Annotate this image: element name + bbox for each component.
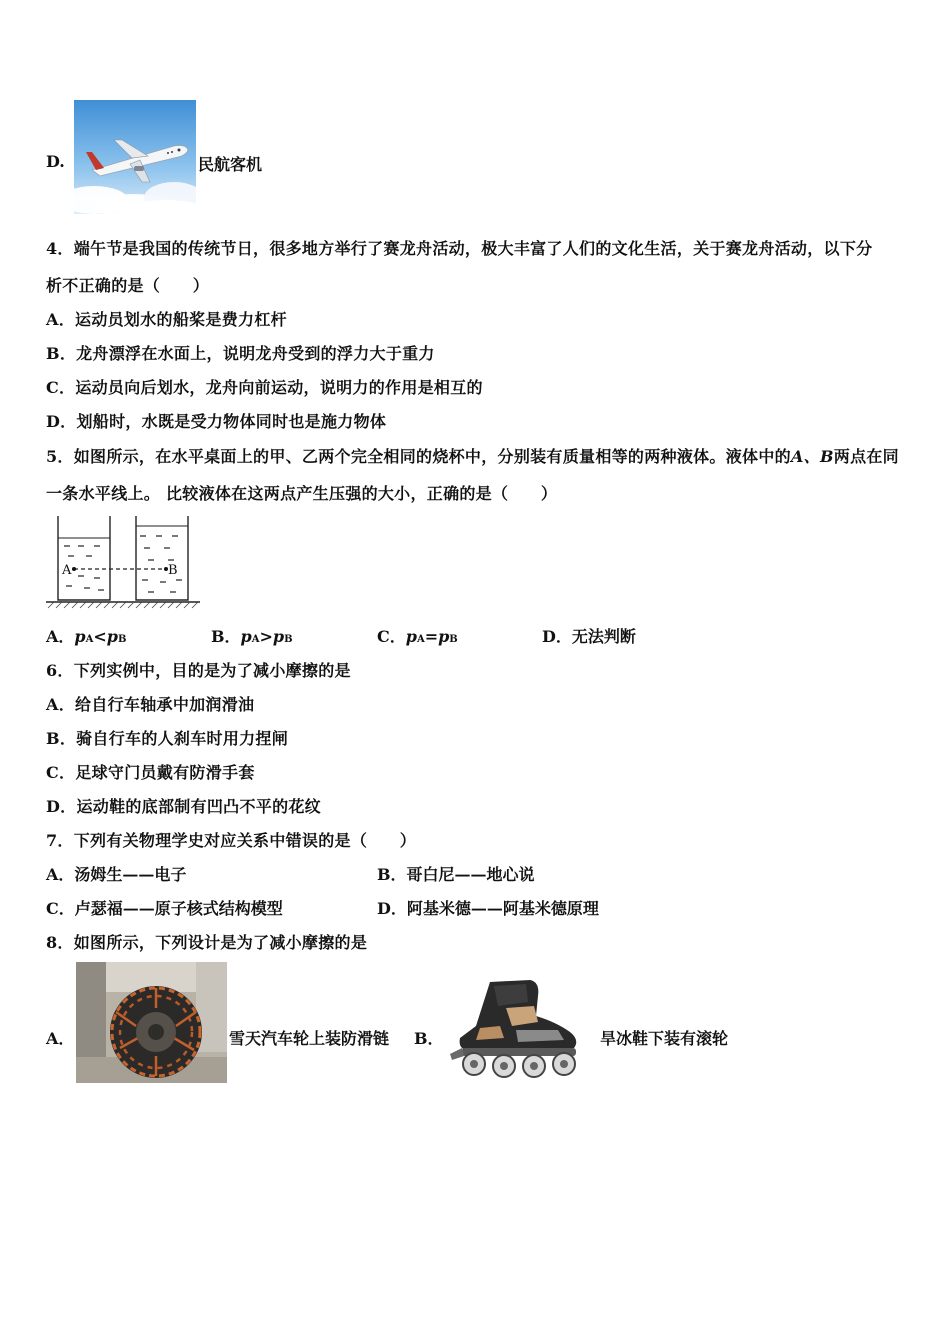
q7-option-b: B．哥白尼——地心说 — [377, 865, 535, 884]
q4-option-d: D．划船时，水既是受力物体同时也是施力物体 — [46, 412, 387, 431]
q6-option-c: C．足球守门员戴有防滑手套 — [46, 763, 255, 782]
q5-stem-line1: 5．如图所示，在水平桌面上的甲、乙两个完全相同的烧杯中，分别装有质量相等的两种液体。液体中的A、B两点在同 — [46, 447, 899, 466]
q8-option-a-label: A． — [46, 1029, 75, 1048]
q7-stem: 7．下列有关物理学史对应关系中错误的是（ ） — [46, 831, 417, 850]
q4-stem-line2: 析不正确的是（ ） — [46, 276, 210, 295]
q8-option-a-text: 雪天汽车轮上装防滑链 — [229, 1029, 390, 1048]
q8-option-b-text: 旱冰鞋下装有滚轮 — [600, 1029, 729, 1048]
q6-stem: 6．下列实例中，目的是为了减小摩擦的是 — [46, 661, 351, 680]
q5-stem-line2: 一条水平线上。 比较液体在这两点产生压强的大小，正确的是（ ） — [46, 484, 558, 503]
q6-option-a: A．给自行车轴承中加润滑油 — [46, 695, 255, 714]
q5-option-b: B．pA>pB — [211, 627, 293, 646]
beaker-label-b: B — [168, 563, 178, 578]
q6-option-d: D．运动鞋的底部制有凹凸不平的花纹 — [46, 797, 321, 816]
snow-chain-tire-image — [76, 962, 227, 1083]
q3-option-d-label: D. — [46, 152, 65, 171]
q5-option-c: C．pA=pB — [377, 627, 458, 646]
q4-option-c: C．运动员向后划水，龙舟向前运动，说明力的作用是相互的 — [46, 378, 483, 397]
beaker-label-a: A — [62, 563, 72, 578]
beakers-figure — [44, 512, 202, 612]
airplane-image — [74, 100, 196, 214]
q7-option-d: D．阿基米德——阿基米德原理 — [377, 899, 599, 918]
q8-option-b-label: B． — [414, 1029, 444, 1048]
q4-option-a: A．运动员划水的船桨是费力杠杆 — [46, 310, 287, 329]
q5-option-a: A．pA<pB — [46, 627, 127, 646]
q3-option-d-text: 民航客机 — [198, 155, 263, 174]
inline-skate-image — [446, 976, 596, 1080]
q4-option-b: B．龙舟漂浮在水面上，说明龙舟受到的浮力大于重力 — [46, 344, 435, 363]
q5-vars-ab: A、B — [790, 447, 834, 466]
q7-option-a: A．汤姆生——电子 — [46, 865, 187, 884]
q4-stem-line1: 4．端午节是我国的传统节日，很多地方举行了赛龙舟活动，极大丰富了人们的文化生活，关于赛龙舟活动，以下分 — [46, 239, 873, 258]
q8-stem: 8．如图所示，下列设计是为了减小摩擦的是 — [46, 933, 368, 952]
q7-option-c: C．卢瑟福——原子核式结构模型 — [46, 899, 283, 918]
q6-option-b: B．骑自行车的人刹车时用力捏闸 — [46, 729, 289, 748]
q5-option-d: D．无法判断 — [542, 627, 636, 646]
